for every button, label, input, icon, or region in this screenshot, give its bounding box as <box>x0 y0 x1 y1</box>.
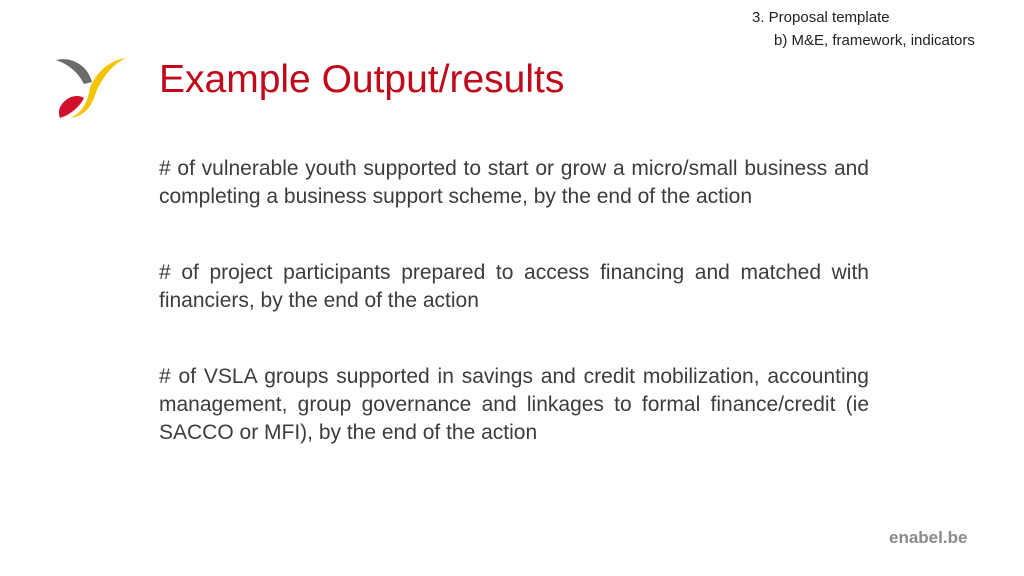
indicator-item-3: # of VSLA groups supported in savings and credit mobilization, accounting management, group governance and linkages to formal finance/credit (ie SACCO or MFI), by the end of the action <box>159 365 869 444</box>
section-header <box>752 6 1020 52</box>
indicator-item-1: # of vulnerable youth supported to start or grow a micro/small business and completing a business support scheme, by the end of the action <box>159 157 869 208</box>
page-title: Example Output/results <box>159 58 565 101</box>
indicator-list <box>159 155 869 447</box>
footer-brand: enabel.be <box>889 528 968 547</box>
subsection-label: b) M&E, framework, indicators <box>774 32 975 49</box>
indicator-item-2: # of project participants prepared to access financing and matched with financiers, by the end of the action <box>159 261 869 312</box>
section-label: 3. Proposal template <box>752 9 890 26</box>
enabel-logo-icon <box>54 54 128 120</box>
